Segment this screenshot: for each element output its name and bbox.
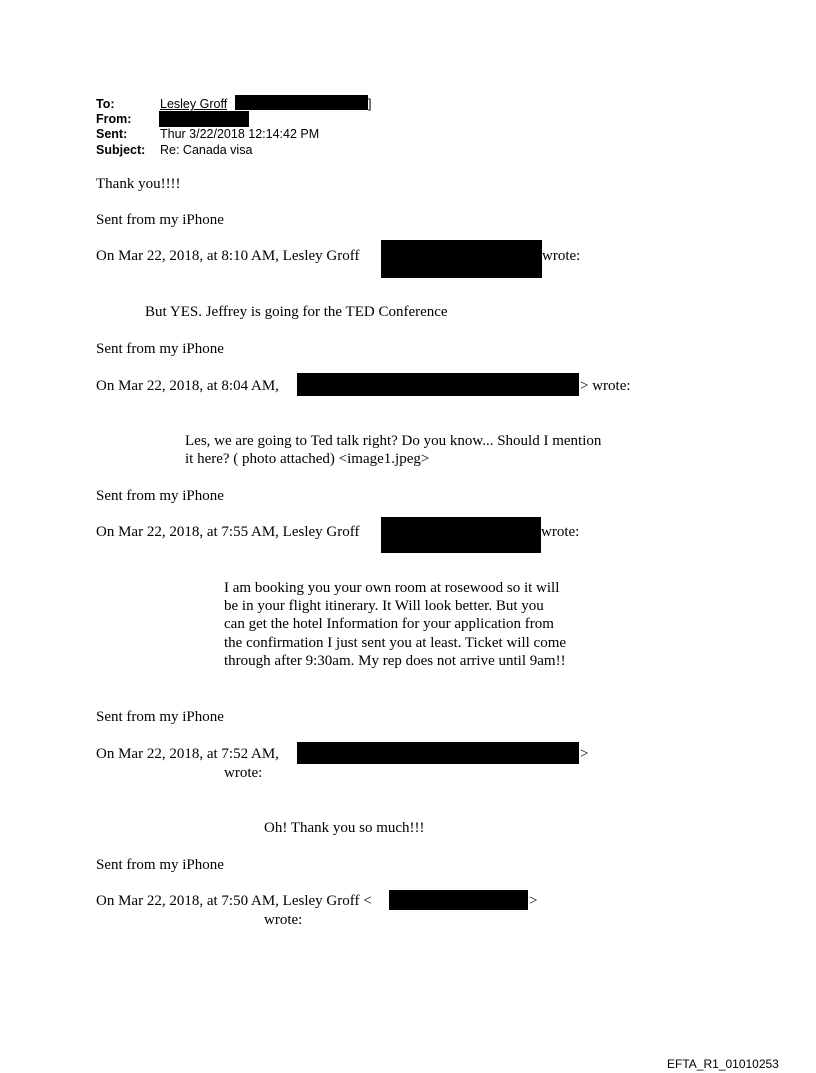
quote-4-header: On Mar 22, 2018, at 7:52 AM, xyxy=(96,746,279,762)
redaction-to xyxy=(235,95,368,110)
quote-3-body-line-2: be in your flight itinerary. It Will look better. But you xyxy=(224,598,544,614)
quote-2-header: On Mar 22, 2018, at 8:04 AM, xyxy=(96,378,279,394)
sent-label: Sent: xyxy=(96,127,128,141)
redaction-quote-1-email xyxy=(381,240,542,278)
quote-2-body-line-2: it here? ( photo attached) <image1.jpeg> xyxy=(185,451,430,467)
quote-5-bracket: > xyxy=(529,893,538,909)
redaction-quote-3-email xyxy=(381,517,541,553)
quote-4-body: Oh! Thank you so much!!! xyxy=(264,820,425,836)
from-label: From: xyxy=(96,112,132,126)
subject-label: Subject: xyxy=(96,143,146,157)
quote-4-wrote: wrote: xyxy=(224,765,263,781)
quote-3-body-line-1: I am booking you your own room at rosewood so it will xyxy=(224,580,560,596)
redaction-from xyxy=(159,111,249,127)
sent-from-iphone-4: Sent from my iPhone xyxy=(96,709,224,725)
quote-1-header: On Mar 22, 2018, at 8:10 AM, Lesley Groff xyxy=(96,248,360,264)
to-value: Lesley Groff xyxy=(160,97,228,111)
quote-3-body-line-5: through after 9:30am. My rep does not arrive until 9am!! xyxy=(224,653,566,669)
to-label: To: xyxy=(96,97,115,111)
quote-1-body: But YES. Jeffrey is going for the TED Conference xyxy=(145,304,448,320)
quote-1-wrote: wrote: xyxy=(542,248,581,264)
quote-3-body-line-3: can get the hotel Information for your application from xyxy=(224,616,554,632)
redaction-quote-4-sender xyxy=(297,742,579,764)
to-tail: ] xyxy=(368,97,372,111)
quote-2-wrote: > wrote: xyxy=(580,378,631,394)
document-id: EFTA_R1_01010253 xyxy=(667,1057,779,1071)
quote-2-body-line-1: Les, we are going to Ted talk right? Do you know... Should I mention xyxy=(185,433,602,449)
subject-value: Re: Canada visa xyxy=(160,143,253,157)
redaction-quote-5-email xyxy=(389,890,528,910)
sent-from-iphone-1: Sent from my iPhone xyxy=(96,212,224,228)
sent-from-iphone-5: Sent from my iPhone xyxy=(96,857,224,873)
quote-3-body-line-4: the confirmation I just sent you at least. Ticket will come xyxy=(224,635,567,651)
quote-3-header: On Mar 22, 2018, at 7:55 AM, Lesley Groff xyxy=(96,524,360,540)
sent-from-iphone-2: Sent from my iPhone xyxy=(96,341,224,357)
quote-3-wrote: wrote: xyxy=(541,524,580,540)
redaction-quote-2-sender xyxy=(297,373,579,396)
quote-4-bracket: > xyxy=(580,746,589,762)
quote-5-wrote: wrote: xyxy=(264,912,303,928)
sent-value: Thur 3/22/2018 12:14:42 PM xyxy=(160,127,320,141)
reply-text: Thank you!!!! xyxy=(96,176,181,192)
quote-5-header: On Mar 22, 2018, at 7:50 AM, Lesley Groff < xyxy=(96,893,372,909)
sent-from-iphone-3: Sent from my iPhone xyxy=(96,488,224,504)
